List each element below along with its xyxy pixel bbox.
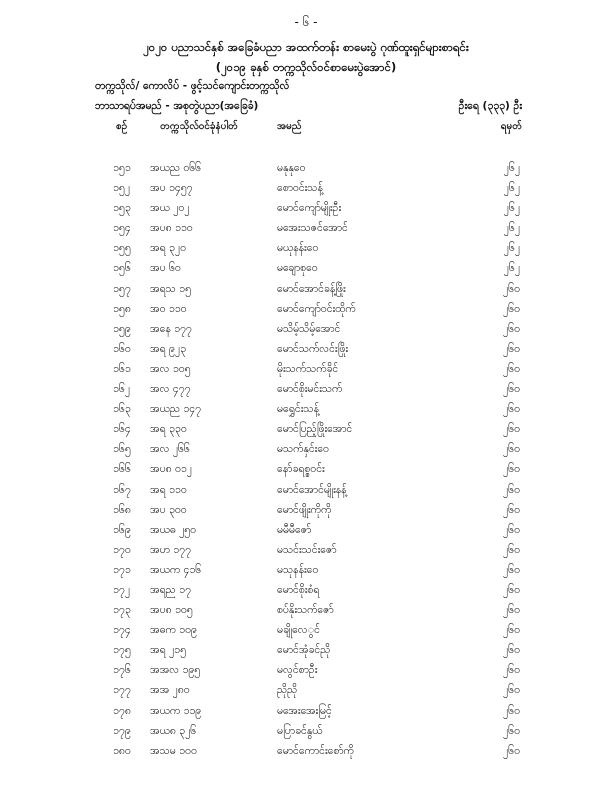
roll-number: အပ ၆၀ [150, 262, 181, 275]
marks: ၂၆၀ [503, 282, 520, 295]
row-number: ၁၇၃ [113, 604, 131, 617]
row-number: ၁၅၉ [113, 322, 131, 335]
table-row [0, 258, 612, 278]
document-subtitle: (၂၀၁၉ ခုနှစ် တက္ကသိုလ်ဝင်စာမေးပွဲအောင်) [215, 60, 397, 74]
table-row [0, 600, 612, 620]
row-number: ၁၅၅ [113, 242, 131, 255]
student-name: မောင်ဖျိုးကိုကို [277, 503, 332, 516]
student-name: မပြာခင်နွယ် [277, 724, 323, 737]
column-header-no: စဉ် [116, 121, 128, 132]
table-row [0, 319, 612, 339]
roll-number: အယည ၀၆၆ [150, 162, 202, 174]
student-name: မောင်အောင်မျိုးနန့် [277, 483, 347, 496]
table-row [0, 580, 612, 600]
student-name: မိုးသက်သက်ခိုင် [277, 362, 339, 375]
marks: ၂၆၂ [503, 222, 520, 235]
roll-number: အနေ ၁၇၇ [150, 322, 192, 335]
row-number: ၁၅၂ [113, 182, 130, 195]
marks: ၂၆၀ [503, 383, 520, 396]
student-name: မောင်ကျော်မျိုးဦး [277, 202, 342, 215]
roll-number: အလ ၁၀၅ [150, 362, 191, 375]
marks: ၂၆၀ [503, 503, 520, 516]
marks: ၂၆၂ [503, 162, 520, 174]
row-number: ၁၈၀ [113, 744, 131, 757]
student-name: မောင်သက်လင်းဖြိုး [277, 342, 349, 355]
roll-number: အရ ၂၁၅ [150, 644, 186, 657]
row-number: ၁၅၃ [113, 202, 131, 215]
university-line: တက္ကသိုလ်/ ကောလိပ် - ဖွင့်သင်ကျောင်းတက္ကသိုလ် [95, 80, 290, 92]
table-row [0, 660, 612, 680]
student-name: မောင်ပြည့်ဖြိုးအောင် [277, 423, 353, 436]
roll-number: အယက ၄၁၆ [150, 563, 202, 576]
table-row [0, 379, 612, 399]
table-row [0, 419, 612, 439]
table-row [0, 701, 612, 721]
column-headers [0, 119, 612, 149]
row-number: ၁၆၇ [113, 483, 131, 496]
roll-number: အရ ၃၃၀ [150, 423, 187, 436]
row-number: ၁၆၂ [113, 383, 130, 396]
student-name: မလွင်စာဦး [277, 664, 318, 677]
marks: ၂၆၂ [503, 182, 520, 195]
row-number: ၁၇၅ [113, 644, 131, 657]
student-name: မနုနုဝေ [277, 162, 306, 174]
marks: ၂၆၀ [503, 302, 520, 315]
table-row [0, 680, 612, 700]
row-number: ၁၆၄ [113, 423, 131, 436]
column-header-marks: ရမှတ် [500, 121, 522, 132]
student-name: မောင်ကျော်ဝင်းထိုက် [277, 302, 356, 315]
table-row [0, 178, 612, 198]
roll-number: အလ ၂၆၆ [150, 443, 190, 456]
roll-number: အရည ၁၇ [150, 583, 191, 596]
marks: ၂၆၀ [503, 704, 520, 717]
subject-line: ဘာသာရပ်အမည် - အစုတွဲပညာ(အခြေခံ) [95, 100, 259, 112]
marks: ၂၆၀ [503, 583, 520, 596]
table-row [0, 500, 612, 520]
row-number: ၁၇၈ [113, 704, 131, 717]
student-name: ညိုညို [277, 684, 298, 697]
row-number: ၁၆၁ [113, 362, 131, 375]
marks: ၂၆၀ [503, 463, 520, 476]
roll-number: အလ ၄၇၇ [150, 383, 191, 396]
row-number: ၁၅၆ [113, 262, 131, 275]
table-row [0, 640, 612, 660]
roll-number: အယ ၂၀၂ [150, 202, 190, 215]
row-number: ၁၅၈ [113, 302, 131, 315]
marks: ၂၆၀ [503, 744, 520, 757]
table-row [0, 238, 612, 258]
row-number: ၁၆၉ [113, 523, 131, 536]
column-header-roll: တက္ကသိုလ်ဝင်ခုံနံပါတ် [160, 121, 238, 132]
student-count: ဦးရေ (၃၃၃) ဦး [458, 100, 522, 112]
student-name: စောဝင်းသန့် [277, 182, 323, 195]
table-row [0, 339, 612, 359]
marks: ၂၆၂ [503, 242, 520, 255]
table-row [0, 459, 612, 479]
table-row [0, 399, 612, 419]
student-name: မချိုလေွင် [277, 624, 320, 637]
roll-number: အယ၈ ၃၂၆ [150, 724, 197, 737]
student-name: မသက်နှင်းဝေ [277, 443, 329, 456]
roll-number: အပ ၁၄၅၇ [150, 182, 193, 195]
marks: ၂၆၀ [503, 403, 520, 416]
row-number: ၁၇၆ [113, 664, 131, 677]
table-row [0, 721, 612, 741]
marks: ၂၆၀ [503, 483, 520, 496]
student-name: မောင်စိုးစံရ [277, 583, 320, 596]
roll-number: အဟ ၁၇၇ [150, 543, 191, 556]
student-name: မအေးအေးမြင့် [277, 704, 332, 717]
table-row [0, 299, 612, 319]
row-number: ၁၆၅ [113, 443, 131, 456]
roll-number: အပ ၃၀၀ [150, 503, 187, 516]
marks: ၂၆၀ [503, 644, 520, 657]
marks: ၂၆၀ [503, 563, 520, 576]
table-row [0, 480, 612, 500]
marks: ၂၆၀ [503, 322, 520, 335]
row-number: ၁၇၄ [113, 624, 131, 637]
column-header-name: အမည် [277, 121, 302, 132]
table-row [0, 540, 612, 560]
row-number: ၁၇၁ [113, 563, 131, 576]
results-list [0, 158, 612, 761]
roll-number: အအ ၂၈၀ [150, 684, 190, 697]
marks: ၂၆၀ [503, 664, 520, 677]
roll-number: အရသ ၁၅ [150, 282, 191, 295]
marks: ၂၆၂ [503, 202, 520, 215]
student-name: မောင်အုံခင်ညို [277, 644, 331, 657]
row-number: ၁၅၇ [113, 282, 131, 295]
student-name: မချောစုဝေ [277, 262, 318, 275]
row-number: ၁၇၂ [113, 583, 130, 596]
table-row [0, 520, 612, 540]
student-name: မသုနန်းဝေ [277, 563, 319, 576]
roll-number: အယည ၁၄၇ [150, 403, 202, 416]
roll-number: အသမ ၁၀၀ [150, 744, 197, 757]
row-number: ၁၅၄ [113, 222, 131, 235]
student-name: မယုနန်းဝေ [277, 242, 319, 255]
table-row [0, 741, 612, 761]
table-row [0, 218, 612, 238]
student-name: မသိမ့်သိမ့်အောင် [277, 322, 341, 335]
student-name: စပ်နိုးသက်ဇော် [277, 604, 334, 617]
row-number: ၁၇၇ [113, 684, 131, 697]
student-name: နော်ခရစ္စဝင်း [277, 463, 325, 476]
table-row [0, 198, 612, 218]
row-number: ၁၆၈ [113, 503, 131, 516]
student-name: မောင်စိုးမင်းသက် [277, 383, 343, 396]
student-name: မအေးသဇင်အောင် [277, 222, 348, 235]
roll-number: အပ၈ ၀၁၂ [150, 463, 192, 476]
marks: ၂၆၀ [503, 624, 520, 637]
table-row [0, 560, 612, 580]
marks: ၂၆၀ [503, 684, 520, 697]
marks: ၂၆၀ [503, 362, 520, 375]
table-row [0, 158, 612, 178]
row-number: ၁၆၀ [113, 342, 131, 355]
table-row [0, 279, 612, 299]
roll-number: အဝ ၁၁၀ [150, 302, 187, 315]
row-number: ၁၆၃ [113, 403, 131, 416]
document-title: ၂၀၂၀ ပညာသင်နှစ် အခြေခံပညာ အထက်တန်း စာမေးပွဲ ဂုဏ်ထူးရှင်များစာရင်း [143, 40, 469, 54]
roll-number: အရ ၉၂၃ [150, 342, 186, 355]
student-name: မောင်ကောင်းစော်ကို [277, 744, 354, 757]
marks: ၂၆၀ [503, 604, 520, 617]
marks: ၂၆၀ [503, 423, 520, 436]
marks: ၂၆၀ [503, 543, 520, 556]
marks: ၂၆၀ [503, 724, 520, 737]
page-number: - ၆ - [294, 15, 318, 29]
roll-number: အဓက ၁၀၉ [150, 624, 197, 637]
student-name: မသင်းသင်းဇော် [277, 543, 337, 556]
roll-number: အပ၈ ၁၁၀ [150, 222, 193, 235]
table-row [0, 620, 612, 640]
row-number: ၁၆၆ [113, 463, 131, 476]
table-row [0, 439, 612, 459]
table-row [0, 359, 612, 379]
roll-number: အရ ၁၁၀ [150, 483, 187, 496]
roll-number: အရ ၃၂၀ [150, 242, 186, 255]
roll-number: အအလ ၁၉၅ [150, 664, 201, 677]
marks: ၂၆၀ [503, 523, 520, 536]
marks: ၂၆၀ [503, 342, 520, 355]
marks: ၂၆၂ [503, 262, 520, 275]
student-name: မမီမီဇော် [277, 523, 312, 536]
roll-number: အယက ၁၁၉ [150, 704, 202, 717]
roll-number: အယဓ ၂၅၀ [150, 523, 197, 536]
student-name: မရွှေင်းသန့် [277, 403, 320, 416]
roll-number: အပ၈ ၁၀၅ [150, 604, 193, 617]
row-number: ၁၇၉ [113, 724, 131, 737]
marks: ၂၆၀ [503, 443, 520, 456]
student-name: မောင်အောင်ခန့်ဖြိုး [277, 282, 346, 295]
row-number: ၁၇၀ [113, 543, 131, 556]
row-number: ၁၅၁ [113, 162, 131, 174]
